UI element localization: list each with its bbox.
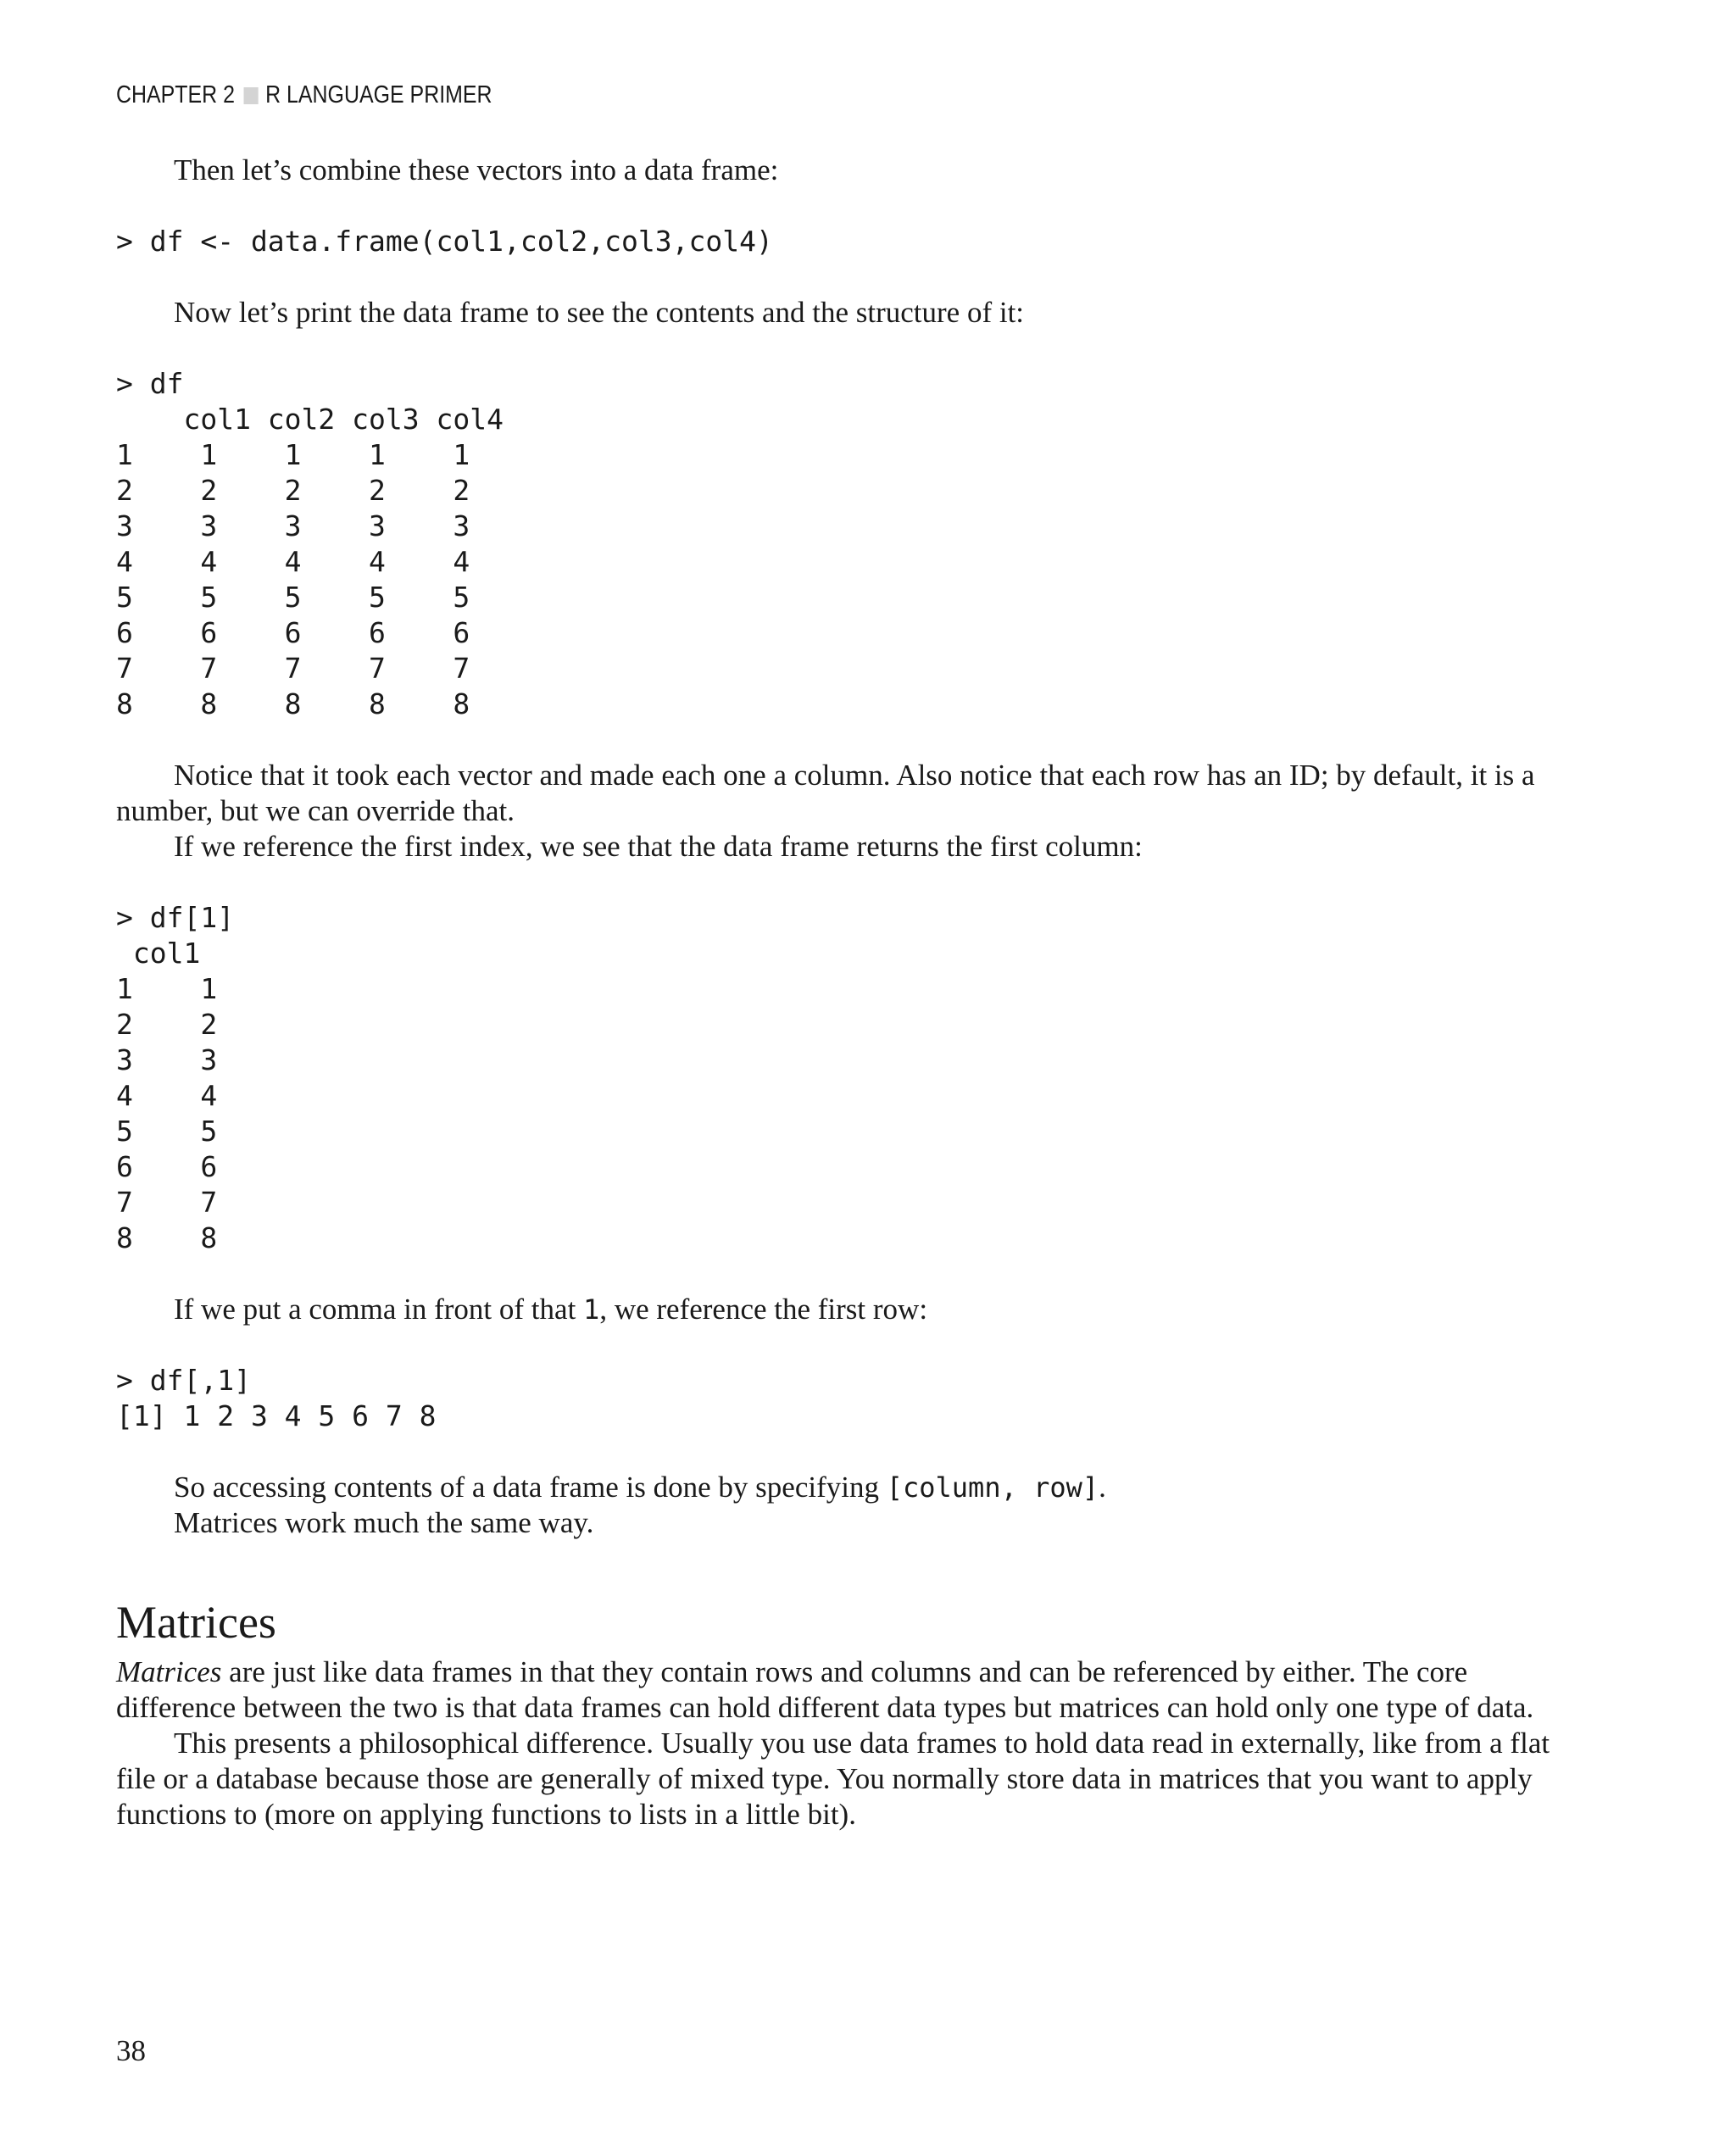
emphasis-matrices: Matrices: [116, 1655, 222, 1688]
paragraph-first-index: If we reference the first index, we see that the data frame returns the first column:: [174, 830, 1143, 863]
code-block-create-data-frame: > df <- data.frame(col1,col2,col3,col4): [116, 225, 773, 258]
page-number: 38: [116, 2034, 146, 2067]
page-content: [116, 153, 1574, 1832]
text-fragment: If we put a comma in front of that: [174, 1293, 584, 1326]
inline-code-one: 1: [583, 1293, 600, 1326]
running-head-title: R LANGUAGE PRIMER: [265, 81, 492, 108]
paragraph-matrices-same-way: Matrices work much the same way.: [174, 1506, 594, 1539]
code-block-df-first-column: > df[1] col1 1 1 2 2 3 3 4 4 5 5 6 6 7 7 8 8: [116, 901, 235, 1254]
inline-code-column-row: [column, row]: [886, 1471, 1099, 1504]
paragraph-print-data-frame: Now let’s print the data frame to see the contents and the structure of it:: [174, 296, 1025, 329]
paragraph-notice-columns: Notice that it took each vector and made each one a column. Also notice that each row has an ID; by default, it is a number, but we can override that.: [116, 759, 1535, 827]
text-fragment: So accessing contents of a data frame is done by specifying: [174, 1471, 887, 1504]
text-fragment: .: [1099, 1471, 1106, 1504]
text-fragment: , we reference the first row:: [599, 1293, 928, 1326]
section-heading-matrices: Matrices: [116, 1597, 276, 1648]
paragraph-philosophical-difference: This presents a philosophical difference. Usually you use data frames to hold data read in externally, like from a flat file or a database because those are generally of mixed type. You normally store data in matrices that you want to apply functions to (more on applying functions to lists in a little bit).: [116, 1727, 1550, 1831]
text-fragment: are just like data frames in that they contain rows and columns and can be referenced by either. The core difference between the two is that data frames can hold different data types but matrices can hold only one type of data.: [116, 1655, 1534, 1724]
paragraph-accessing-contents: [116, 1470, 1574, 1505]
code-block-df-first-row: > df[,1] [1] 1 2 3 4 5 6 7 8: [116, 1364, 437, 1432]
running-head: [116, 81, 492, 109]
code-block-df-output: > df col1 col2 col3 col4 1 1 1 1 1 2 2 2 2 2 3 3 3 3 3 4 4 4 4 4 5 5 5 5 5 6 6 6 6 6 7 7 7 7 7 8 8 8 8 8: [116, 367, 504, 720]
paragraph-matrices-definition: [116, 1654, 1574, 1726]
running-head-separator: [243, 87, 258, 104]
paragraph-combine-vectors: Then let’s combine these vectors into a data frame:: [174, 153, 779, 186]
paragraph-comma-first-row: [116, 1292, 1574, 1327]
running-head-chapter: CHAPTER 2: [116, 81, 235, 108]
